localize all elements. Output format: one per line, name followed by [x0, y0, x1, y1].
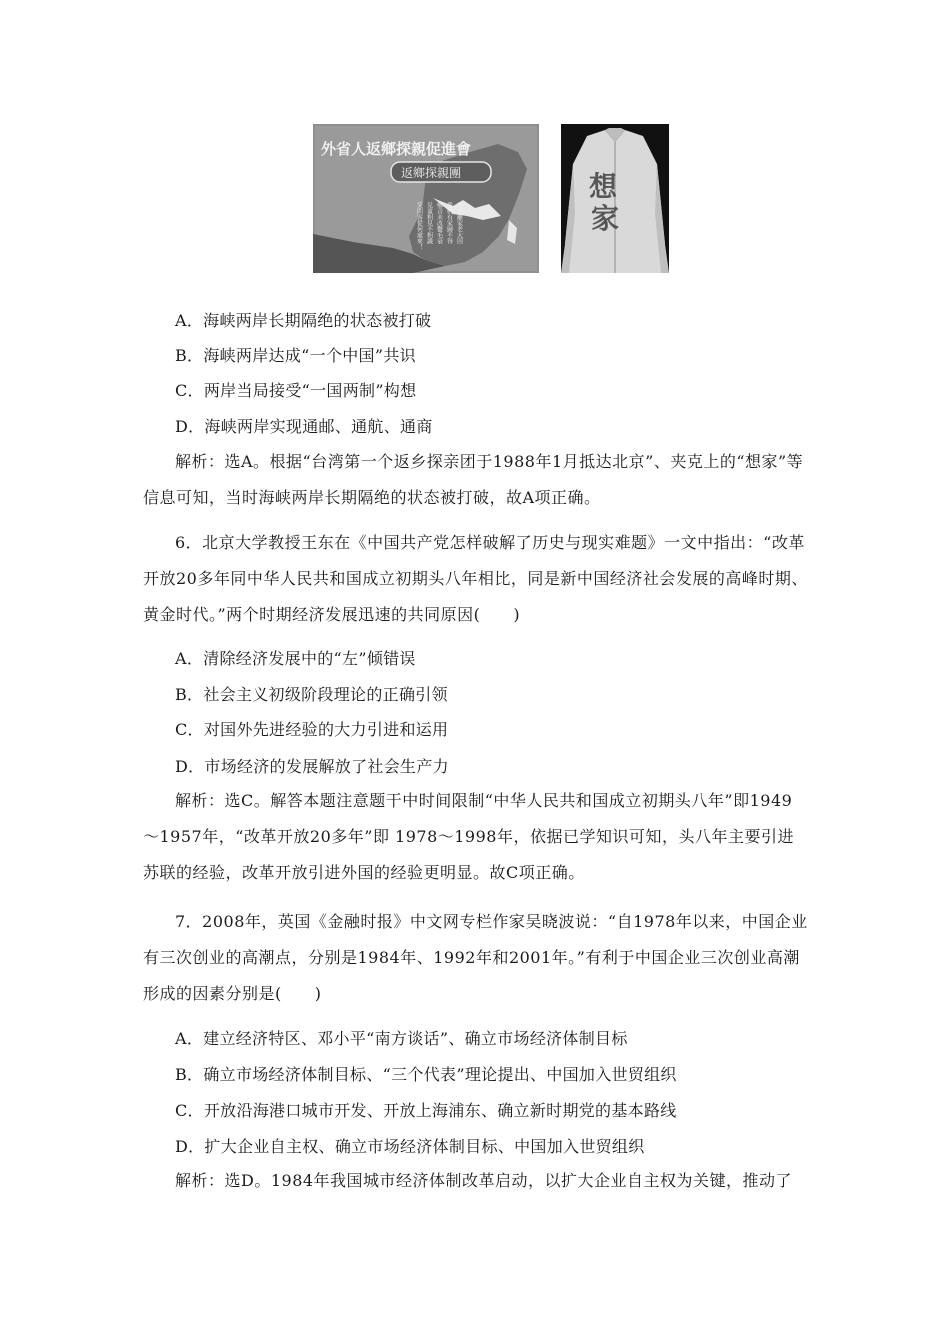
q5-analysis: 解析：选A。根据“台湾第一个返乡探亲团于1988年1月抵达北京”、夹克上的“想家”等信息可知，当时海峡两岸长期隔绝的状态被打破，故A项正确。	[143, 452, 804, 507]
poster-banner: 返鄉探親團	[401, 166, 462, 180]
poster-verse-5: 笑問客從何處來！	[415, 202, 423, 250]
poster-verse-2: 我們有家歸不得	[445, 202, 453, 244]
q5-option-a: A．海峡两岸长期隔绝的状态被打破	[175, 311, 432, 330]
q6-option-c: C．对国外先进经验的大力引进和运用	[175, 720, 449, 739]
jacket-char-2: 家	[591, 202, 620, 235]
q7-option-b: B．确立市场经济体制目标、“三个代表”理论提出、中国加入世贸组织	[175, 1065, 677, 1084]
q6-option-b: B．社会主义初级阶段理论的正确引领	[175, 685, 448, 704]
q7-option-c: C．开放沿海港口城市开发、开放上海浦东、确立新时期党的基本路线	[175, 1101, 677, 1120]
q7-option-d: D．扩大企业自主权、确立市场经济体制目标、中国加入世贸组织	[175, 1137, 645, 1156]
q7-option-a: A．建立经济特区、邓小平“南方谈话”、确立市场经济体制目标	[175, 1029, 628, 1048]
jacket-char-1: 想	[589, 170, 618, 203]
q7-stem: 7．2008年，英国《金融时报》中文网专栏作家吴晓波说：“自1978年以来，中国企业有三次创业的高潮点，分别是1984年、1992年和2001年。”有利于中国企业三次创业高潮形成的因素分别是( )	[143, 912, 808, 1003]
jacket-image	[561, 124, 669, 273]
q6-option-a: A．清除经济发展中的“左”倾错误	[175, 649, 416, 668]
q6-analysis: 解析：选C。解答本题注意题干中时间限制“中华人民共和国成立初期头八年”即1949～1957年，“改革开放20多年”即 1978～1998年，依据已学知识可知，头八年主要引进苏联的经验，改革开放引进外国的经验更明显。故C项正确。	[143, 791, 794, 882]
poster-verse-1: 沙小離家老大回	[455, 202, 463, 244]
poster-verse-4: 兒童相見不相識	[425, 202, 433, 244]
poster-title: 外省人返鄉探親促進會	[321, 140, 472, 158]
q7-analysis: 解析：选D。1984年我国城市经济体制改革启动，以扩大企业自主权为关键，推动了	[175, 1171, 793, 1190]
q6-option-d: D．市场经济的发展解放了社会生产力	[175, 757, 449, 776]
q5-option-c: C．两岸当局接受“一国两制”构想	[175, 381, 417, 400]
poster-image	[313, 124, 539, 273]
q5-option-d: D．海峡两岸实现通邮、通航、通商	[175, 417, 433, 436]
q6-stem: 6．北京大学教授王东在《中国共产党怎样破解了历史与现实难题》一文中指出：“改革开放20多年同中华人民共和国成立初期头八年相比，同是新中国经济社会发展的高峰时期、黄金时代。”两个时期经济发展迅速的共同原因( )	[143, 533, 808, 624]
q5-option-b: B．海峡两岸达成“一个中国”共识	[175, 346, 416, 365]
figure-group	[313, 124, 673, 274]
poster-verse-3: 鄉音未改鬢毛衰	[435, 202, 443, 244]
